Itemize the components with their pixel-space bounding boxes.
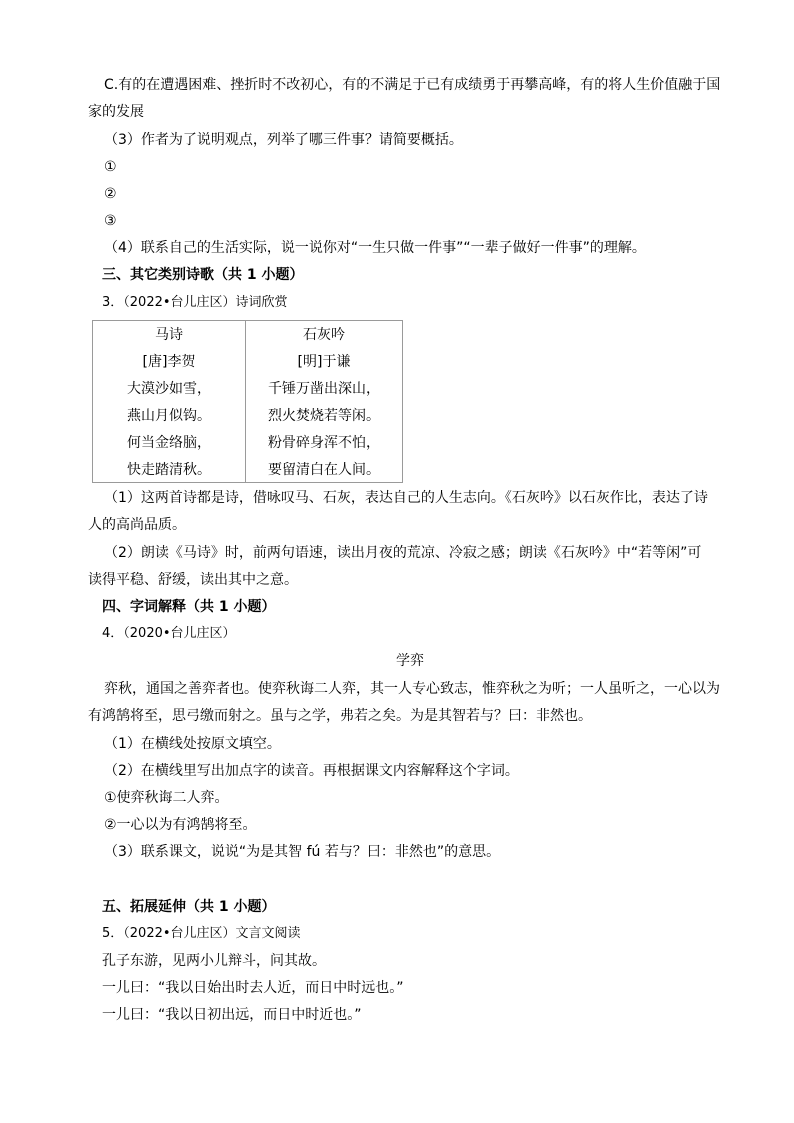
poem-author: [明]于谦 bbox=[297, 354, 351, 370]
q4-sub1: （1）在横线处按原文填空。 bbox=[104, 736, 281, 752]
q4-item1: ①使弈秋诲二人弈。 bbox=[104, 790, 229, 806]
poem-shi-hui-yin bbox=[246, 321, 402, 482]
answer-blank-2: ② bbox=[104, 186, 117, 202]
q3-sub1-line1: （1）这两首诗都是诗，借咏叹马、石灰，表达自己的人生志向。《石灰吟》以石灰作比，表达了诗 bbox=[104, 490, 708, 506]
passage-line1: 弈秋，通国之善弈者也。使弈秋诲二人弈，其一人专心致志，惟弈秋之为听；一人虽听之，一心以为 bbox=[104, 681, 720, 697]
question-4-header: 4．（2020•台儿庄区） bbox=[102, 626, 236, 641]
classical-text-line2: 一儿曰：“我以日始出时去人近，而日中时远也。” bbox=[102, 980, 404, 996]
section4-heading: 四、字词解释（共 1 小题） bbox=[102, 599, 276, 615]
poem-line: 大漠沙如雪， bbox=[127, 381, 211, 397]
poem-author: [唐]李贺 bbox=[142, 354, 196, 370]
poem-line: 何当金络脑， bbox=[127, 435, 211, 451]
q3-sub2-line1: （2）朗读《马诗》时，前两句语速，读出月夜的荒凉、冷寂之感；朗读《石灰吟》中“若等闲”可 bbox=[104, 545, 702, 561]
question-5-header: 5．（2022•台儿庄区）文言文阅读 bbox=[102, 926, 301, 941]
poem-line: 千锤万凿出深山， bbox=[268, 381, 380, 397]
poem-ma-shi bbox=[93, 321, 245, 482]
poem-table bbox=[92, 320, 403, 483]
section3-heading: 三、其它类别诗歌（共 1 小题） bbox=[102, 267, 304, 283]
poem-line: 要留清白在人间。 bbox=[268, 462, 380, 478]
poem-line: 烈火焚烧若等闲。 bbox=[268, 408, 380, 424]
q4-item2: ②一心以为有鸿鹄将至。 bbox=[104, 817, 257, 833]
option-c-line2: 家的发展 bbox=[88, 104, 144, 120]
answer-blank-1: ① bbox=[104, 159, 117, 175]
answer-blank-3: ③ bbox=[104, 213, 117, 229]
poem-line: 燕山月似钩。 bbox=[127, 408, 211, 424]
poem-line: 粉骨碎身浑不怕， bbox=[268, 435, 380, 451]
classical-text-line3: 一儿曰：“我以日初出远，而日中时近也。” bbox=[102, 1007, 362, 1023]
passage-title: 学弈 bbox=[396, 653, 424, 669]
q2-sub3: （3）作者为了说明观点，列举了哪三件事？请简要概括。 bbox=[104, 132, 463, 148]
section5-heading: 五、拓展延伸（共 1 小题） bbox=[102, 899, 276, 915]
q3-sub1-line2: 人的高尚品质。 bbox=[88, 517, 186, 533]
passage-line2: 有鸿鹄将至，思弓缴而射之。虽与之学，弗若之矣。为是其智若与？曰：非然也。 bbox=[88, 708, 592, 724]
q2-sub4: （4）联系自己的生活实际，说一说你对“一生只做一件事”“一辈子做好一件事”的理解。 bbox=[104, 240, 646, 256]
q4-sub2: （2）在横线里写出加点字的读音。再根据课文内容解释这个字词。 bbox=[104, 763, 519, 779]
poem-title: 石灰吟 bbox=[303, 327, 345, 343]
question-3-header: 3．（2022•台儿庄区）诗词欣赏 bbox=[102, 295, 288, 310]
poem-title: 马诗 bbox=[155, 327, 183, 343]
q4-sub3: （3）联系课文，说说“为是其智 fú 若与？曰：非然也”的意思。 bbox=[104, 844, 501, 860]
q3-sub2-line2: 读得平稳、舒缓，读出其中之意。 bbox=[88, 572, 298, 588]
option-c-line1: C.有的在遭遇困难、挫折时不改初心，有的不满足于已有成绩勇于再攀高峰，有的将人生价值融于国 bbox=[104, 77, 721, 93]
poem-line: 快走踏清秋。 bbox=[127, 462, 211, 478]
classical-text-line1: 孔子东游，见两小儿辩斗，问其故。 bbox=[102, 953, 326, 969]
